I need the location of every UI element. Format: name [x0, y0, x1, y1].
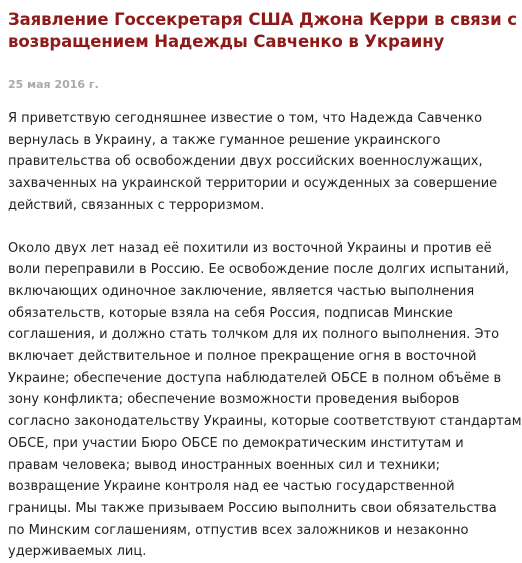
article-date: 25 мая 2016 г.: [8, 78, 99, 91]
paragraph-line: соглашения, и должно стать толчком для их полного выполнения. Это: [8, 327, 500, 343]
article-title-line: Заявление Госсекретаря США Джона Керри в связи с: [8, 10, 517, 29]
paragraph-line: Украине; обеспечение доступа наблюдателей ОБСЕ в полном объёме в: [8, 370, 502, 386]
paragraph-line: обязательств, которые взяла на себя Россия, подписав Минские: [8, 305, 453, 321]
paragraph-line: захваченных на украинской территории и осужденных за совершение: [8, 176, 498, 192]
paragraph-line: возвращение Украине контроля над ее частью государственной: [8, 479, 455, 495]
paragraph-line: действий, связанных с терроризмом.: [8, 197, 265, 213]
paragraph-line: Я приветствую сегодняшнее известие о том, что Надежда Савченко: [8, 111, 483, 126]
paragraph-line: правительства об освобождении двух российских военнослужащих,: [8, 154, 483, 170]
paragraph-line: удерживаемых лиц.: [8, 544, 147, 560]
paragraph-line: ОБСЕ, при участии Бюро ОБСЕ по демократическим институтам и: [8, 435, 464, 451]
paragraph-line: согласно законодательству Украины, которые соответствуют стандартам: [8, 414, 522, 430]
paragraph-line: вернулась в Украину, а также гуманное решение украинского: [8, 132, 441, 148]
paragraph-line: включающих одиночное заключение, является частью выполнения: [8, 283, 475, 299]
article-title: [8, 0, 520, 53]
paragraph-line: включает действительное и полное прекращение огня в восточной: [8, 349, 477, 365]
paragraph-line: границы. Мы также призываем Россию выполнить свои обязательства: [8, 500, 497, 516]
article-title-line: возвращением Надежды Савченко в Украину: [8, 32, 445, 51]
paragraph-line: Около двух лет назад её похитили из восточной Украины и против её: [8, 240, 492, 256]
paragraph-line: зону конфликта; обеспечение возможности проведения выборов: [8, 392, 460, 408]
article: [8, 0, 520, 563]
article-paragraph: [8, 108, 520, 217]
paragraph-line: по Минским соглашениям, отпустив всех заложников и незаконно: [8, 522, 469, 538]
article-paragraph: [8, 238, 520, 563]
paragraph-line: воли переправили в Россию. Ее освобождение после долгих испытаний,: [8, 262, 510, 278]
paragraph-line: правам человека; вывод иностранных военных сил и техники;: [8, 457, 441, 473]
